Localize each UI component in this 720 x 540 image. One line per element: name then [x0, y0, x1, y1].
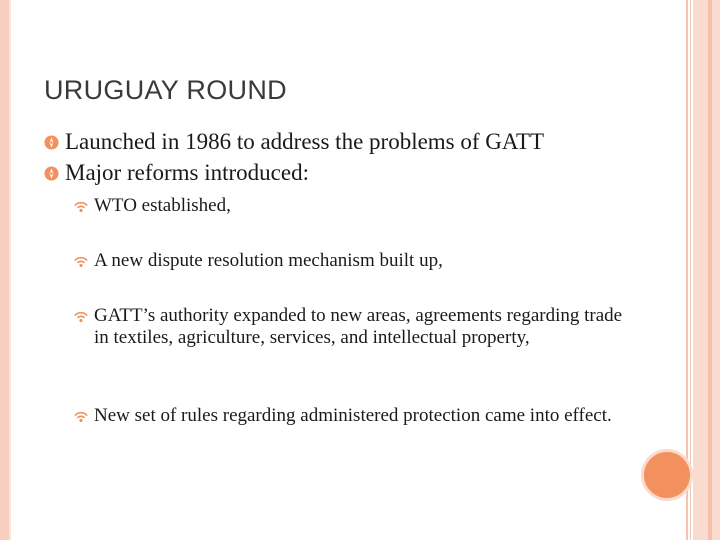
right-border-band — [693, 0, 720, 540]
sub-bullet-text: GATT’s authority expanded to new areas, agreements regarding trade in textiles, agriculture, services, and intellectual property, — [94, 305, 623, 348]
wifi-bullet-icon — [74, 310, 88, 323]
sub-bullet-text: WTO established, — [94, 195, 231, 216]
bullet-text: Major reforms introduced: — [65, 160, 309, 185]
sub-bullet-item — [74, 250, 634, 272]
compass-bullet-icon — [44, 135, 59, 150]
right-border-line-2 — [690, 0, 691, 540]
bullet-text: Launched in 1986 to address the problems of GATT — [65, 129, 545, 154]
left-border-stripe — [0, 0, 9, 540]
sub-bullet-item — [74, 195, 634, 217]
sub-bullet-item — [74, 405, 634, 427]
compass-bullet-icon — [44, 166, 59, 181]
right-border-stripe — [708, 0, 712, 540]
wifi-bullet-icon — [74, 410, 88, 423]
wifi-bullet-icon — [74, 200, 88, 213]
left-border-line — [9, 0, 11, 540]
sub-bullet-text: New set of rules regarding administered protection came into effect. — [94, 405, 612, 426]
sub-bullet-item — [74, 305, 634, 349]
sub-bullet-text: A new dispute resolution mechanism built up, — [94, 250, 443, 271]
slide-title: URUGUAY ROUND — [44, 75, 287, 105]
wifi-bullet-icon — [74, 255, 88, 268]
orange-circle-decoration — [641, 449, 693, 501]
